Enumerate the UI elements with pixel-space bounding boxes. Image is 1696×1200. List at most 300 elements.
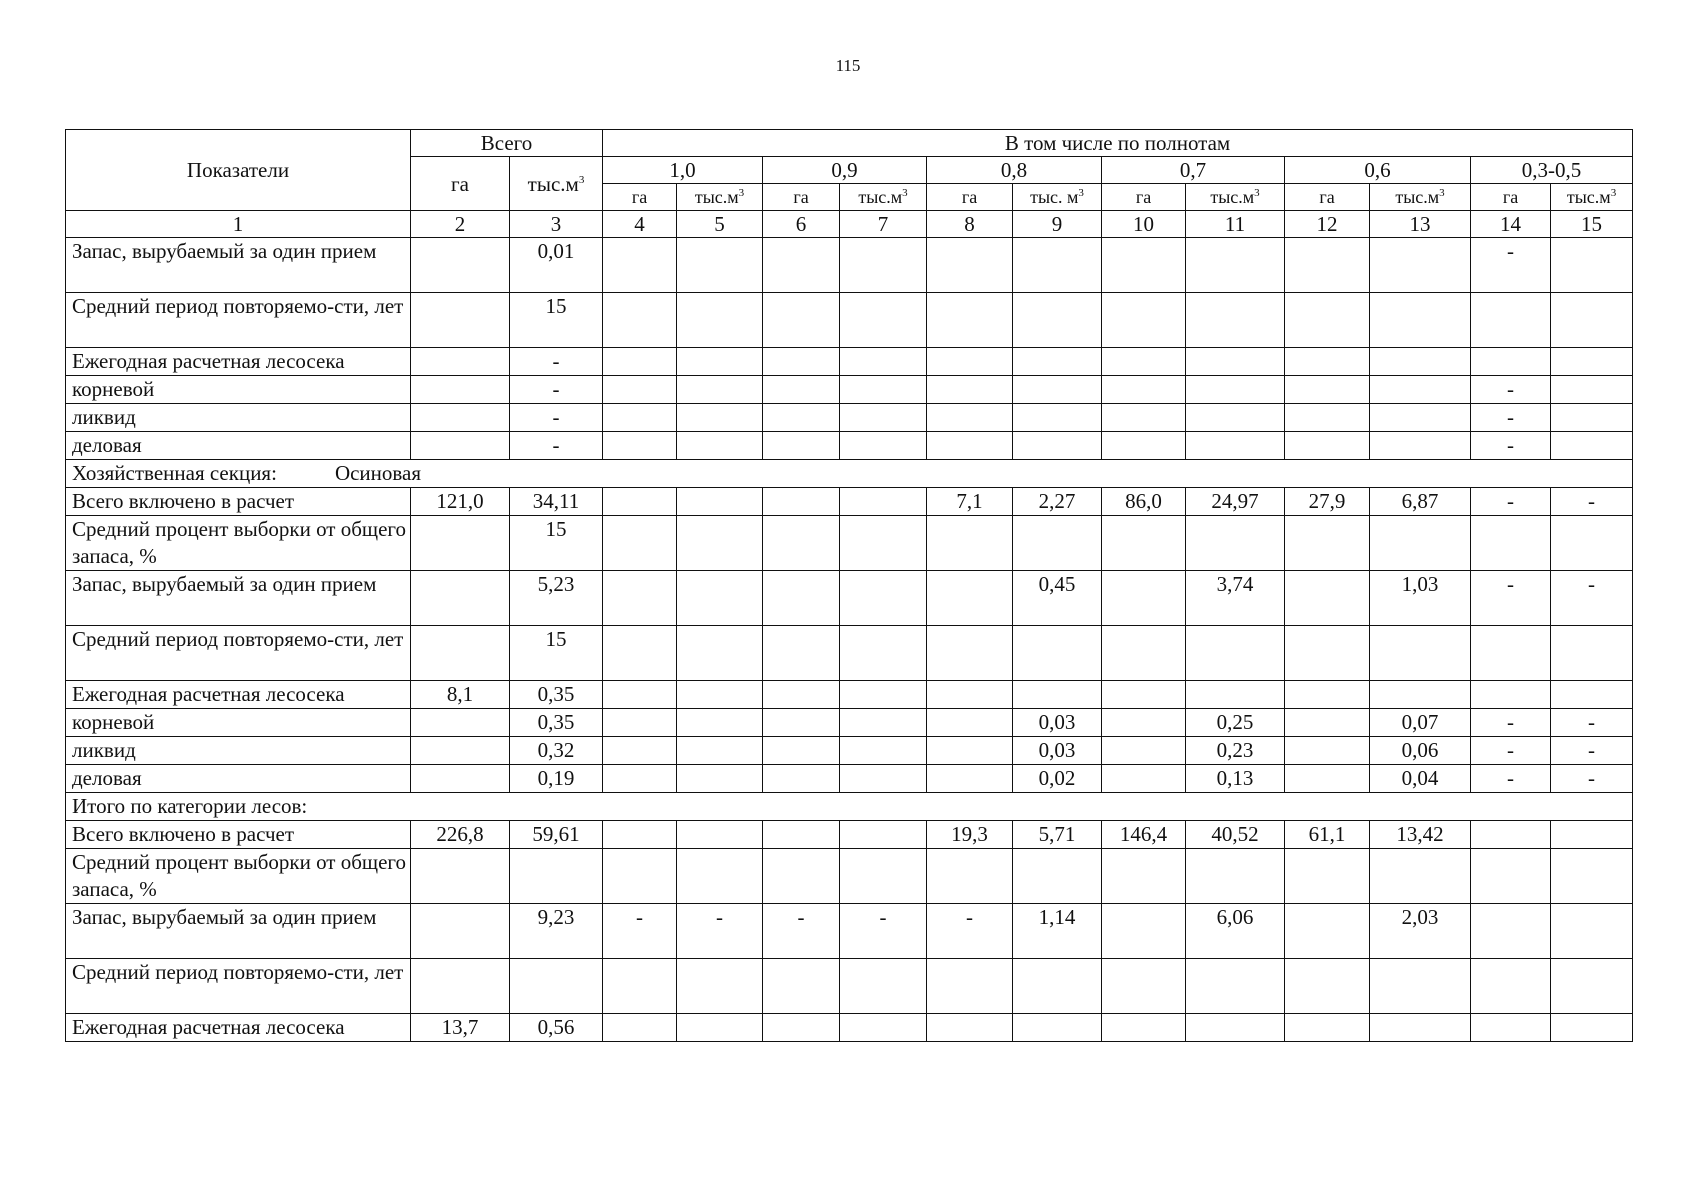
table-cell [927,709,1013,737]
table-cell [1551,849,1633,904]
section-heading [66,460,1633,488]
table-cell [1102,376,1186,404]
table-cell [1285,904,1370,959]
table-cell [763,709,840,737]
table-cell [927,765,1013,793]
table-cell [763,488,840,516]
table-cell [1551,626,1633,681]
row-label: Средний процент выборки от общего запаса, % [66,849,411,904]
table-cell [603,681,677,709]
table-header [66,130,1633,238]
table-cell [763,626,840,681]
column-number: 12 [1285,211,1370,238]
table-cell [1471,348,1551,376]
table-cell: 1,14 [1013,904,1102,959]
table-cell [1370,681,1471,709]
table-row [66,681,1633,709]
row-label: ликвид [66,404,411,432]
table-cell [603,709,677,737]
header-density-0-8: 0,8 [927,157,1102,184]
section-label: Хозяйственная секция: [72,461,277,485]
section-value: Осиновая [334,461,422,485]
table-row [66,432,1633,460]
table-cell [927,681,1013,709]
table-cell: 27,9 [1285,488,1370,516]
table-cell [927,571,1013,626]
table-cell [1551,404,1633,432]
header-density-1-0: 1,0 [603,157,763,184]
column-number: 14 [1471,211,1551,238]
table-cell [411,709,510,737]
table-cell [840,238,927,293]
table-cell [1186,293,1285,348]
page-number: 115 [835,56,861,75]
table-cell: 0,03 [1013,709,1102,737]
table-row [66,849,1633,904]
table-cell [840,1014,927,1042]
table-cell [1370,404,1471,432]
table-cell [1471,681,1551,709]
table-cell [763,737,840,765]
table-cell [677,571,763,626]
table-cell [1102,904,1186,959]
header-unit-m3: $тыс.м^3$ [1551,184,1633,211]
table-cell [603,238,677,293]
table-cell [840,709,927,737]
table-cell [763,516,840,571]
table-cell [1285,348,1370,376]
table-cell [763,293,840,348]
header-unit-ha: га [603,184,677,211]
table-cell [927,293,1013,348]
table-cell: 15 [510,626,603,681]
header-unit-m3: $тыс.м^3$ [1370,184,1471,211]
column-number: 6 [763,211,840,238]
table-cell [1102,959,1186,1014]
table-cell [677,959,763,1014]
table-cell: - [1471,376,1551,404]
table-cell [677,1014,763,1042]
table-cell [603,571,677,626]
column-number: 2 [411,211,510,238]
table-cell [1285,432,1370,460]
header-density-0-7: 0,7 [1102,157,1285,184]
table-cell: 0,06 [1370,737,1471,765]
table-cell: 86,0 [1102,488,1186,516]
header-unit-ha: га [1102,184,1186,211]
table-cell [1013,238,1102,293]
table-cell: - [1471,432,1551,460]
table-cell [411,904,510,959]
table-cell [1551,1014,1633,1042]
table-cell [1013,959,1102,1014]
table-cell: 3,74 [1186,571,1285,626]
table-cell [1370,626,1471,681]
table-cell: 0,45 [1013,571,1102,626]
table-cell [1102,681,1186,709]
table-cell: 0,35 [510,681,603,709]
table-cell [1370,293,1471,348]
table-cell [927,516,1013,571]
table-cell [1186,1014,1285,1042]
table-cell [1551,959,1633,1014]
table-cell: 2,03 [1370,904,1471,959]
row-label: Ежегодная расчетная лесосека [66,681,411,709]
table-cell: 0,04 [1370,765,1471,793]
table-cell [411,293,510,348]
table-cell [927,432,1013,460]
table-cell [1013,348,1102,376]
table-cell: - [603,904,677,959]
table-row [66,737,1633,765]
table-cell [677,432,763,460]
table-cell: 0,19 [510,765,603,793]
table-cell [763,571,840,626]
table-cell [1285,959,1370,1014]
table-cell [1102,238,1186,293]
table-cell: 226,8 [411,821,510,849]
table-cell: - [677,904,763,959]
table-row [66,626,1633,681]
table-cell [603,959,677,1014]
table-cell: 0,25 [1186,709,1285,737]
table-cell: 5,23 [510,571,603,626]
table-cell [1186,849,1285,904]
table-row [66,959,1633,1014]
column-number: 11 [1186,211,1285,238]
table-cell [927,376,1013,404]
table-cell [677,488,763,516]
table-cell [1102,849,1186,904]
table-cell [411,571,510,626]
row-label: Всего включено в расчет [66,821,411,849]
table-cell [1013,849,1102,904]
table-cell [603,516,677,571]
forestry-table [65,129,1633,1042]
header-unit-ha: га [1285,184,1370,211]
table-cell [411,238,510,293]
table-cell [763,765,840,793]
header-unit-ha: га [763,184,840,211]
table-cell [763,1014,840,1042]
table-cell [1551,348,1633,376]
header-unit-m3: $тыс.м^3$ [1186,184,1285,211]
table-cell: 6,06 [1186,904,1285,959]
table-cell [1551,293,1633,348]
table-cell [1471,293,1551,348]
table-cell [677,293,763,348]
row-label: Средний период повторяемо-сти, лет [66,626,411,681]
table-cell [927,1014,1013,1042]
table-cell [411,376,510,404]
column-number: 9 [1013,211,1102,238]
row-label: ликвид [66,737,411,765]
table-cell: - [1471,571,1551,626]
table-cell [411,404,510,432]
table-cell: 19,3 [927,821,1013,849]
table-cell [603,432,677,460]
table-cell [1013,681,1102,709]
table-cell [1471,626,1551,681]
table-cell: 7,1 [927,488,1013,516]
row-label: Средний процент выборки от общего запаса, % [66,516,411,571]
table-cell [411,765,510,793]
table-cell: 15 [510,516,603,571]
table-cell [603,376,677,404]
table-cell [763,238,840,293]
table-cell [677,849,763,904]
table-cell [1370,376,1471,404]
header-unit-ha: га [1471,184,1551,211]
table-cell: 1,03 [1370,571,1471,626]
table-cell: 5,71 [1013,821,1102,849]
table-cell [1370,348,1471,376]
table-cell [411,849,510,904]
column-number: 13 [1370,211,1471,238]
table-cell [1285,516,1370,571]
table-cell [1285,293,1370,348]
table-cell [677,626,763,681]
table-cell [1102,571,1186,626]
table-cell [1551,238,1633,293]
table-cell: 59,61 [510,821,603,849]
table-cell: - [1471,238,1551,293]
table-cell: 9,23 [510,904,603,959]
header-total-ha: га [411,157,510,211]
table-cell [1013,293,1102,348]
table-cell [1102,348,1186,376]
header-density-0-9: 0,9 [763,157,927,184]
table-cell [1102,404,1186,432]
row-label: корневой [66,376,411,404]
table-cell: - [1551,709,1633,737]
table-body [66,238,1633,1042]
table-cell [1551,376,1633,404]
table-row [66,238,1633,293]
table-cell: 121,0 [411,488,510,516]
table-cell [603,348,677,376]
row-label: деловая [66,765,411,793]
table-cell [1186,376,1285,404]
table-cell: 40,52 [1186,821,1285,849]
table-cell [1471,849,1551,904]
table-cell [677,709,763,737]
table-cell [603,488,677,516]
header-unit-m3: $тыс.м^3$ [677,184,763,211]
row-label: Ежегодная расчетная лесосека [66,1014,411,1042]
table-cell [840,293,927,348]
table-row [66,516,1633,571]
table-cell [677,765,763,793]
table-cell [1013,1014,1102,1042]
table-cell [1186,516,1285,571]
table-cell: 146,4 [1102,821,1186,849]
table-cell [1370,1014,1471,1042]
table-cell [840,737,927,765]
column-number: 15 [1551,211,1633,238]
table-cell: - [1471,488,1551,516]
table-cell [1285,376,1370,404]
table-cell [1285,709,1370,737]
table-cell [1370,959,1471,1014]
table-cell: 0,23 [1186,737,1285,765]
table-cell: - [840,904,927,959]
table-cell [1186,626,1285,681]
table-cell [1370,432,1471,460]
table-cell: 15 [510,293,603,348]
table-cell [927,238,1013,293]
table-cell [840,765,927,793]
header-total-m3: $тыс.м^3$ [510,157,603,211]
table-cell: - [1471,404,1551,432]
table-cell [763,404,840,432]
row-label: Средний период повторяемо-сти, лет [66,959,411,1014]
table-cell [840,348,927,376]
table-cell [603,849,677,904]
header-unit-ha: га [927,184,1013,211]
table-cell [763,681,840,709]
table-cell [1370,849,1471,904]
column-number: 5 [677,211,763,238]
table-cell: 24,97 [1186,488,1285,516]
table-cell: 0,02 [1013,765,1102,793]
table-cell [1285,737,1370,765]
table-cell [510,849,603,904]
table-cell [1370,516,1471,571]
table-cell [411,737,510,765]
table-row [66,404,1633,432]
table-row [66,376,1633,404]
table-cell [1186,959,1285,1014]
table-cell [411,432,510,460]
table-cell [1471,1014,1551,1042]
table-cell [1186,238,1285,293]
table-row [66,348,1633,376]
table-cell [1285,1014,1370,1042]
table-cell: 0,35 [510,709,603,737]
table-cell [1551,904,1633,959]
table-cell [677,821,763,849]
table-cell [1551,516,1633,571]
table-cell [1102,737,1186,765]
table-cell [677,516,763,571]
table-cell [510,959,603,1014]
table-row [66,293,1633,348]
table-cell [840,959,927,1014]
table-row [66,765,1633,793]
table-cell: - [1551,488,1633,516]
header-indicators: Показатели [66,130,411,211]
table-cell: - [763,904,840,959]
header-unit-m3: тыс. $м^3$ [1013,184,1102,211]
column-number: 1 [66,211,411,238]
table-row [66,571,1633,626]
table-row [66,904,1633,959]
table-cell [1102,765,1186,793]
table-cell [763,849,840,904]
table-cell [1551,681,1633,709]
header-total: Всего [411,130,603,157]
table-cell [927,348,1013,376]
table-cell [1102,516,1186,571]
table-cell [1102,626,1186,681]
row-label: Средний период повторяемо-сти, лет [66,293,411,348]
table-cell: 8,1 [411,681,510,709]
table-cell: - [1471,709,1551,737]
column-number: 8 [927,211,1013,238]
table-cell [603,1014,677,1042]
table-cell [1471,821,1551,849]
section-row [66,793,1633,821]
table-row [66,488,1633,516]
table-cell [1186,432,1285,460]
row-label: Ежегодная расчетная лесосека [66,348,411,376]
table-cell: 0,07 [1370,709,1471,737]
table-cell: 6,87 [1370,488,1471,516]
row-label: Запас, вырубаемый за один прием [66,571,411,626]
table-cell [1551,432,1633,460]
column-number-row [66,211,1633,238]
table-cell [1370,238,1471,293]
table-cell [677,681,763,709]
column-number: 10 [1102,211,1186,238]
table-cell: - [1551,737,1633,765]
section-heading [66,793,1633,821]
table-cell [1285,765,1370,793]
header-density-0-3-0-5: 0,3-0,5 [1471,157,1633,184]
table-cell [1013,404,1102,432]
table-cell [1013,626,1102,681]
table-cell [677,348,763,376]
table-cell [411,626,510,681]
table-cell [840,821,927,849]
table-cell: 0,01 [510,238,603,293]
table-cell: - [927,904,1013,959]
table-cell [763,376,840,404]
table-cell: 0,32 [510,737,603,765]
table-cell [1285,849,1370,904]
table-row [66,1014,1633,1042]
table-cell [927,849,1013,904]
table-cell: - [510,432,603,460]
header-by-density: В том числе по полнотам [603,130,1633,157]
table-cell: 61,1 [1285,821,1370,849]
table-cell [840,849,927,904]
table-cell: - [510,348,603,376]
table-cell [1285,571,1370,626]
table-cell: - [1551,571,1633,626]
table-cell [840,404,927,432]
table-cell: 0,13 [1186,765,1285,793]
table-cell [1013,432,1102,460]
table-cell [1102,432,1186,460]
header-density-0-6: 0,6 [1285,157,1471,184]
table-cell [677,376,763,404]
column-number: 4 [603,211,677,238]
table-cell [1471,904,1551,959]
table-cell [1102,293,1186,348]
table-cell [840,626,927,681]
header-unit-m3: $тыс.м^3$ [840,184,927,211]
table-cell: 0,03 [1013,737,1102,765]
table-cell [840,681,927,709]
table-cell [1102,709,1186,737]
table-cell [763,821,840,849]
table-cell [411,959,510,1014]
table-cell [411,348,510,376]
table-cell: 13,42 [1370,821,1471,849]
table-cell: - [510,376,603,404]
